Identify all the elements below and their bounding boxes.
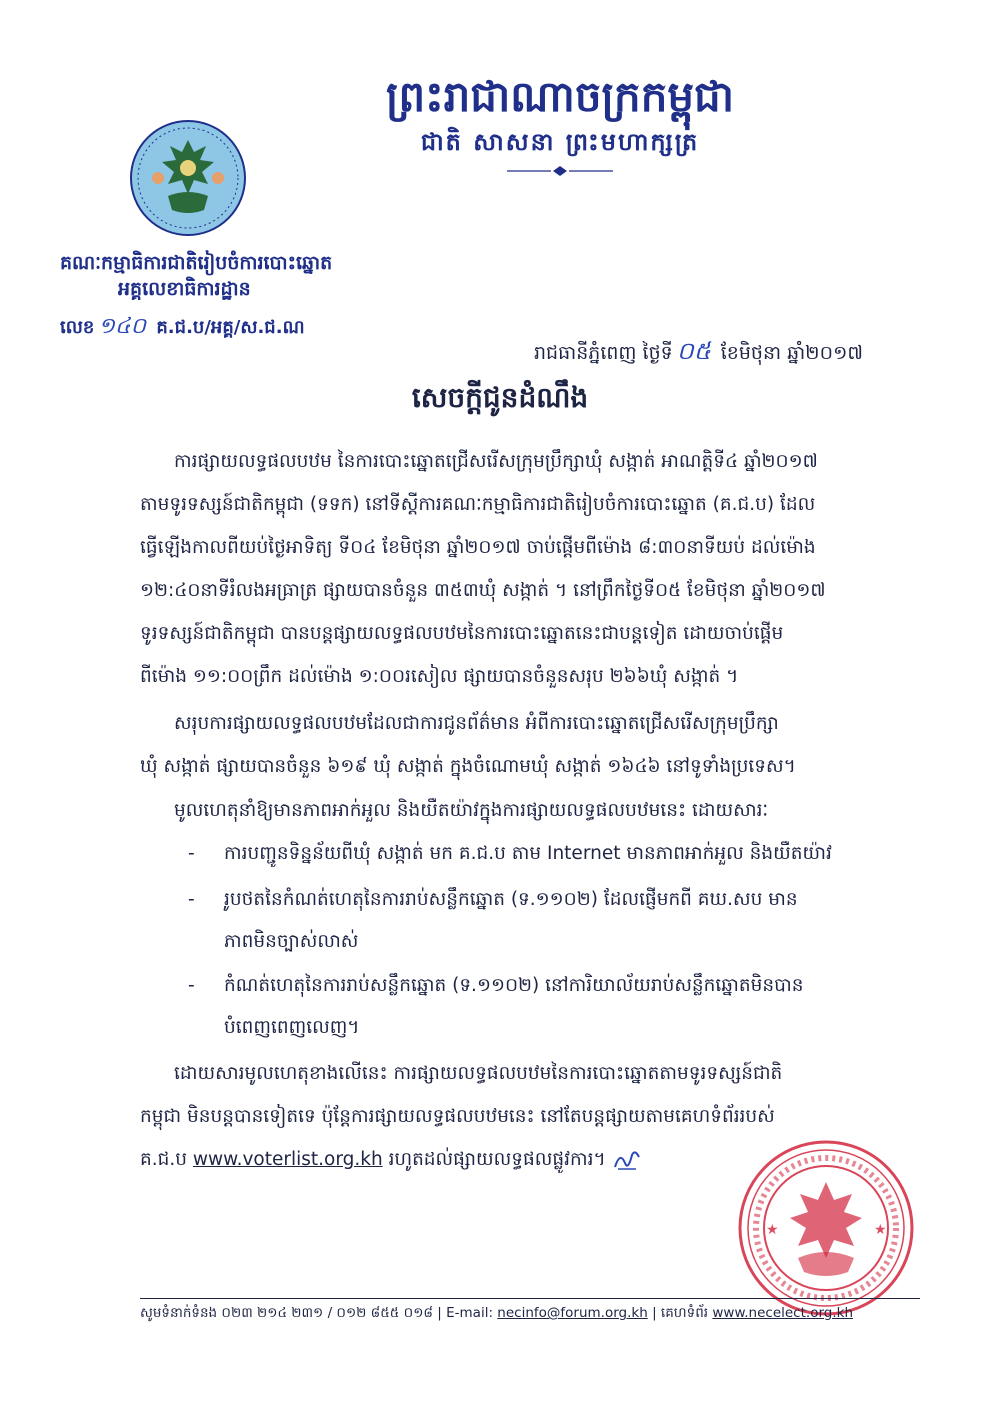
date-handwritten-day: ០៥ (676, 337, 711, 365)
reference-handwritten-number: ១៤០ (98, 314, 147, 339)
paragraph-2 (140, 702, 940, 788)
bullet-continuation: បំពេញពេញលេញ។ (224, 1017, 360, 1038)
paragraph-4-line: កម្ពុជា មិនបន្តបានទៀតទេ ប៉ុន្តែការផ្សាយលទ្ធផលបឋមនេះ នៅតែបន្តផ្សាយតាមគេហទំព័ររបស់ (140, 1106, 775, 1127)
bullet-continuation: ភាពមិនច្បាស់លាស់ (224, 931, 359, 952)
bullet-item (188, 832, 832, 875)
kingdom-motto: ជាតិ សាសនា ព្រះមហាក្សត្រ (420, 127, 700, 156)
organization-block (60, 250, 400, 302)
footer-email-link[interactable]: necinfo@forum.org.kh (497, 1305, 648, 1321)
initials-signature-icon (612, 1147, 642, 1173)
bullet-dash: - (188, 843, 195, 864)
paragraph-1-line: ធ្វើឡើងកាលពីយប់ថ្ងៃអាទិត្យ ទី០៤ ខែមិថុនា ឆ្នាំ២០១៧ ចាប់ផ្តើមពីម៉ោង ៨:៣០នាទីយប់ ដល់ម៉ោង (140, 537, 816, 558)
paragraph-4-line: ដោយសារមូលហេតុខាងលើនេះ ការផ្សាយលទ្ធផលបឋមនៃការបោះឆ្នោតតាមទូរទស្សន៍ជាតិ (174, 1063, 783, 1084)
reference-suffix: គ.ជ.ប/អគ្គ/ស.ជ.ណ (156, 317, 305, 338)
organization-name: គណៈកម្មាធិការជាតិរៀបចំការបោះឆ្នោត (60, 252, 333, 274)
bullet-text: ការបញ្ជូនទិន្នន័យពីឃុំ សង្កាត់ មក គ.ជ.ប តាម Internet មានភាពអាក់អួល និងយឺតយ៉ាវ (224, 843, 832, 864)
footer-contact (140, 1304, 853, 1324)
paragraph-3-line: មូលហេតុនាំឱ្យមានភាពអាក់អួល និងយឺតយ៉ាវក្នុងការផ្សាយលទ្ធផលបឋមនេះ ដោយសារៈ (174, 800, 769, 821)
bullet-dash: - (188, 975, 195, 996)
document-date (534, 336, 863, 371)
bullet-item (188, 964, 804, 1007)
bullet-dash: - (188, 889, 195, 910)
footer-website-label: | គេហទំព័រ (652, 1305, 709, 1321)
bullet-text: កំណត់ហេតុនៃការរាប់សន្លឹកឆ្នោត (ទ.១១០២) នៅការិយាល័យរាប់សន្លឹកឆ្នោតមិនបាន (224, 975, 804, 996)
paragraph-4-prefix: គ.ជ.ប (140, 1149, 187, 1170)
paragraph-1-line: ការផ្សាយលទ្ធផលបឋម នៃការបោះឆ្នោតជ្រើសរើសក្រុមប្រឹក្សាឃុំ សង្កាត់ អាណត្តិទី៤ ឆ្នាំ២០១៧ (174, 451, 818, 472)
reference-number (60, 312, 305, 344)
bullet-item (188, 878, 798, 921)
kingdom-header (360, 68, 760, 182)
svg-text:★: ★ (874, 1222, 887, 1238)
bullet-text: រូបថតនៃកំណត់ហេតុនៃការរាប់សន្លឹកឆ្នោត (ទ.១១០២) ដែលផ្ញើមកពី គឃ.សប មាន (224, 889, 798, 910)
nec-emblem-icon (128, 118, 248, 238)
paragraph-1-line: ១២:៤០នាទីរំលងអធ្រាត្រ ផ្សាយបានចំនួន ៣៥៣ឃុំ សង្កាត់ ។ នៅព្រឹកថ្ងៃទី០៥ ខែមិថុនា ឆ្នាំ២០១៧ (140, 580, 826, 601)
paragraph-3 (140, 789, 940, 832)
footer-divider (140, 1298, 920, 1299)
reference-prefix: លេខ (60, 317, 95, 338)
ornament-divider-icon (505, 164, 615, 178)
document-title: សេចក្តីជូនដំណឹង (411, 381, 589, 414)
paragraph-1-line: តាមទូរទស្សន៍ជាតិកម្ពុជា (ទទក) នៅទីស្តីការគណៈកម្មាធិការជាតិរៀបចំការបោះឆ្នោត (គ.ជ.ប) ដែល (140, 494, 816, 515)
date-prefix: រាជធានីភ្នំពេញ ថ្ងៃទី (534, 342, 673, 364)
voterlist-link[interactable]: www.voterlist.org.kh (192, 1149, 383, 1170)
svg-text:★: ★ (766, 1222, 779, 1238)
footer-website-link[interactable]: www.necelect.org.kh (712, 1305, 853, 1321)
paragraph-1-line: ពីម៉ោង ១១:០០ព្រឹក ដល់ម៉ោង ១:០០រសៀល ផ្សាយបានចំនួនសរុប ២៦៦ឃុំ សង្កាត់ ។ (140, 666, 739, 687)
paragraph-2-line: ឃុំ សង្កាត់ ផ្សាយបានចំនួន ៦១៩ ឃុំ សង្កាត់ ក្នុងចំណោមឃុំ សង្កាត់ ១៦៤៦ នៅទូទាំងប្រទេស។ (140, 756, 796, 777)
organization-secretariat: អគ្គលេខាធិការដ្ឋាន (118, 278, 251, 300)
paragraph-1-line: ទូរទស្សន៍ជាតិកម្ពុជា បានបន្តផ្សាយលទ្ធផលបឋមនៃការបោះឆ្នោតនេះជាបន្តទៀត ដោយចាប់ផ្តើម (140, 623, 784, 644)
date-suffix: ខែមិថុនា ឆ្នាំ២០១៧ (720, 342, 863, 364)
kingdom-title: ព្រះរាជាណាចក្រកម្ពុជា (385, 72, 735, 121)
paragraph-2-line: សរុបការផ្សាយលទ្ធផលបឋមដែលជាការជូនព័ត៌មាន អំពីការបោះឆ្នោតជ្រើសរើសក្រុមប្រឹក្សា (174, 713, 779, 734)
paragraph-4-suffix: រហូតដល់ផ្សាយលទ្ធផលផ្លូវការ។ (388, 1149, 606, 1170)
official-red-seal-icon (736, 1138, 916, 1318)
footer-contact-text: សូមទំនាក់ទំនង ០២៣ ២១៤ ២៣១ / ០១២ ៨៥៥ ០១៨ | E-mail: (140, 1305, 493, 1321)
paragraph-1 (140, 440, 940, 698)
